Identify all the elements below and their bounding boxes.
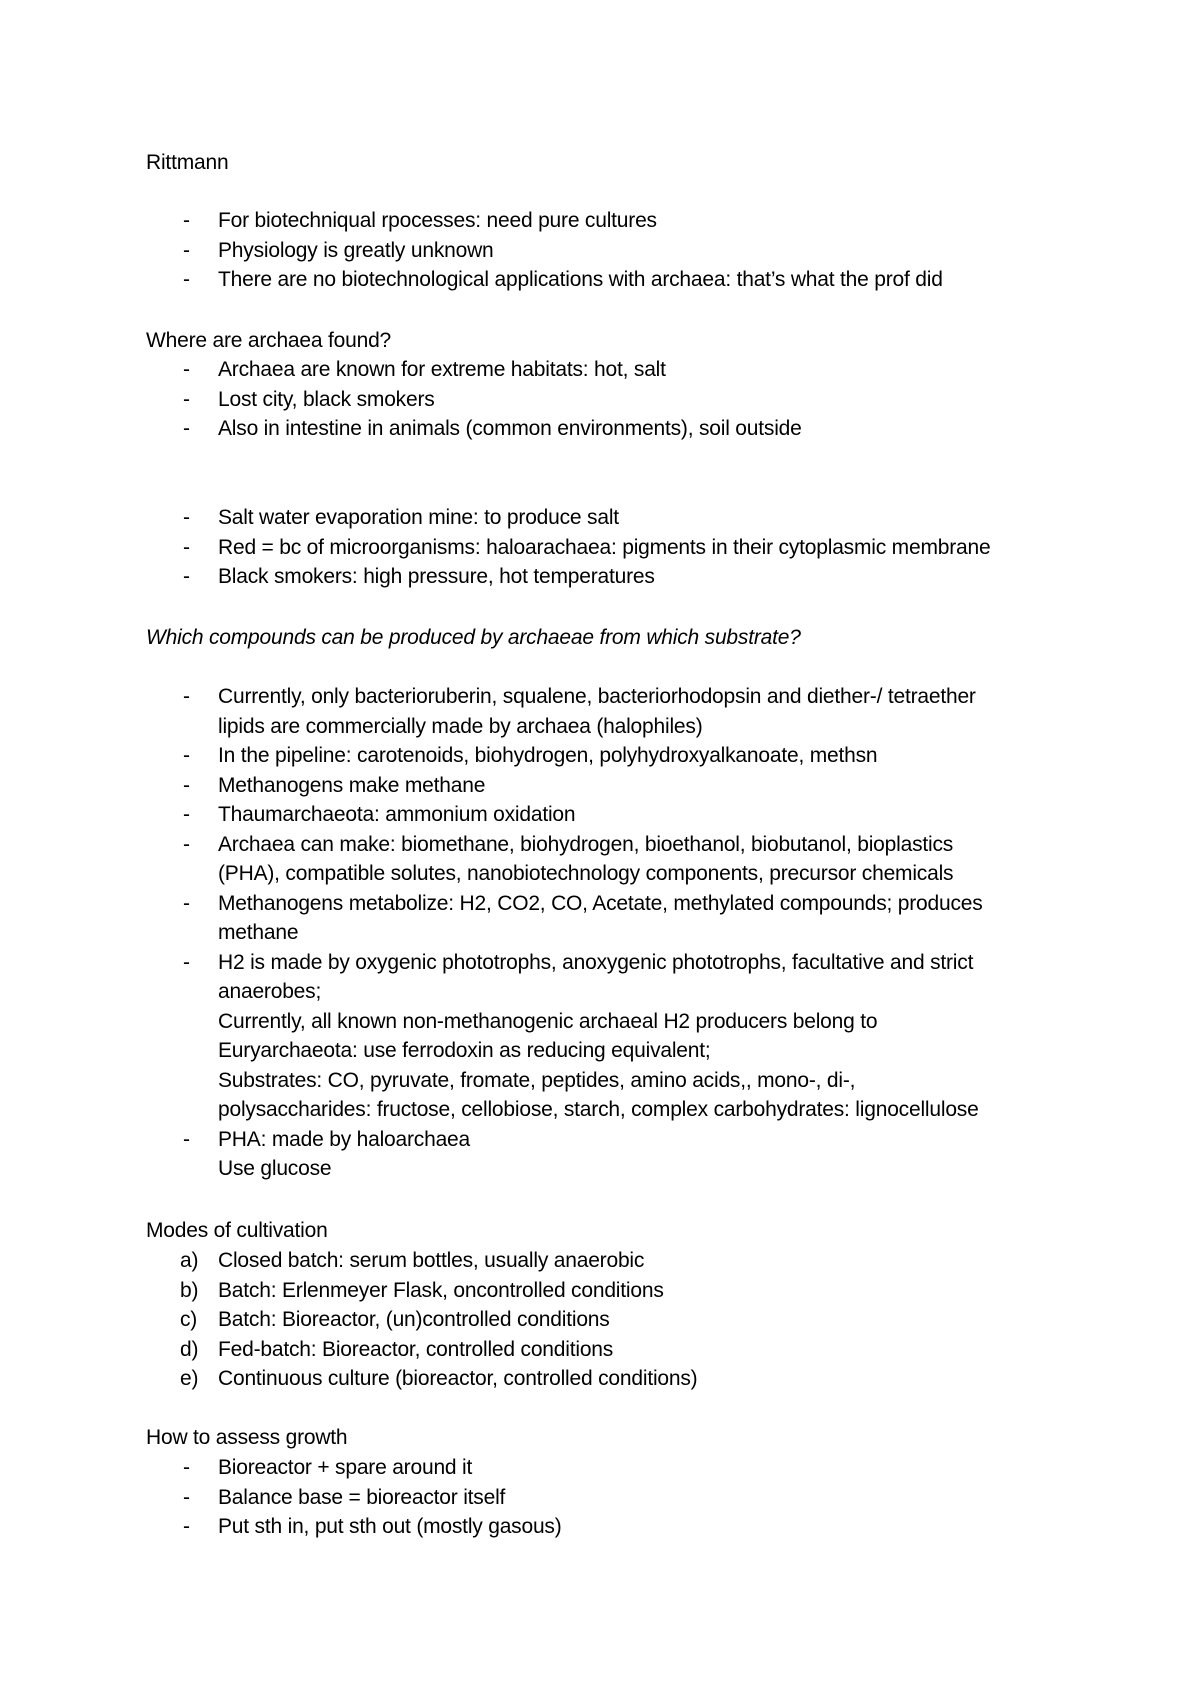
list-item-text: Archaea are known for extreme habitats: hot, salt — [218, 358, 666, 381]
growth-heading: How to assess growth — [146, 1426, 348, 1449]
list-item-text: Red = bc of microorganisms: haloarachaea: pigments in their cytoplasmic membrane — [218, 535, 991, 559]
list-item-line: Thaumarchaeota: ammonium oxidation — [218, 803, 576, 826]
dash-marker: - — [183, 1515, 190, 1538]
list-marker: e) — [180, 1367, 199, 1390]
dash-marker: - — [183, 950, 190, 974]
list-item-line: Use glucose — [218, 1157, 332, 1180]
dash-marker: - — [183, 268, 190, 291]
list-item-text: Bioreactor + spare around it — [218, 1456, 473, 1479]
document-title: Rittmann — [146, 151, 229, 174]
dash-marker: - — [183, 773, 190, 797]
cultivation-heading: Modes of cultivation — [146, 1219, 328, 1242]
dash-marker: - — [183, 744, 190, 767]
list-item-text: Put sth in, put sth out (mostly gasous) — [218, 1515, 562, 1538]
dash-marker: - — [183, 1127, 190, 1151]
dash-marker: - — [183, 358, 190, 381]
list-item-text: Also in intestine in animals (common environments), soil outside — [218, 417, 802, 440]
list-item — [146, 771, 1106, 801]
list-item-text: Salt water evaporation mine: to produce salt — [218, 506, 619, 529]
dash-marker: - — [183, 506, 190, 529]
list-item — [146, 414, 1106, 444]
list-item-text: Black smokers: high pressure, hot temperatures — [218, 565, 655, 588]
list-item — [146, 206, 1106, 236]
list-item — [146, 1512, 1106, 1542]
list-marker: d) — [180, 1337, 199, 1361]
list-item-line: anaerobes; — [218, 980, 322, 1003]
list-item — [146, 741, 1106, 771]
list-item-line: (PHA), compatible solutes, nanobiotechnology components, precursor chemicals — [218, 862, 954, 885]
dash-marker: - — [183, 685, 190, 708]
list-item — [146, 800, 1106, 830]
list-item-text: There are no biotechnological applications with archaea: that’s what the prof did — [218, 268, 943, 291]
list-item-text: Batch: Erlenmeyer Flask, oncontrolled conditions — [218, 1278, 664, 1302]
list-item — [146, 1453, 1106, 1483]
list-item-text: For biotechniqual rpocesses: need pure cultures — [218, 209, 657, 232]
dash-marker: - — [183, 1456, 190, 1479]
list-item — [146, 889, 1106, 948]
list-item-text: Continuous culture (bioreactor, controlled conditions) — [218, 1367, 698, 1390]
list-item — [146, 385, 1106, 415]
list-item — [146, 533, 1106, 563]
list-item — [146, 503, 1106, 533]
dash-marker: - — [183, 535, 190, 559]
list-item — [146, 236, 1106, 266]
list-item — [146, 1335, 1106, 1365]
list-item-line: In the pipeline: carotenoids, biohydrogen, polyhydroxyalkanoate, methsn — [218, 744, 878, 767]
habitat-heading: Where are archaea found? — [146, 329, 392, 352]
dash-marker: - — [183, 238, 190, 262]
growth-list — [146, 1453, 1106, 1542]
list-item — [146, 1246, 1106, 1276]
list-item-line: lipids are commercially made by archaea (halophiles) — [218, 714, 703, 738]
dash-marker: - — [183, 417, 190, 440]
dash-marker: - — [183, 565, 190, 588]
list-item-line: PHA: made by haloarchaea — [218, 1127, 471, 1151]
list-marker: a) — [180, 1249, 199, 1272]
list-item — [146, 948, 1106, 1125]
list-item-line: methane — [218, 921, 299, 944]
dash-marker: - — [183, 387, 190, 411]
list-item — [146, 355, 1106, 385]
compounds-list — [146, 682, 1106, 1184]
list-item-line: Methanogens metabolize: H2, CO2, CO, Acetate, methylated compounds; produces — [218, 891, 983, 915]
list-item-text: Closed batch: serum bottles, usually anaerobic — [218, 1249, 645, 1272]
list-item-text: Balance base = bioreactor itself — [218, 1485, 506, 1509]
list-item-line: Archaea can make: biomethane, biohydrogen, bioethanol, biobutanol, bioplastics — [218, 832, 954, 856]
list-item-line: H2 is made by oxygenic phototrophs, anoxygenic phototrophs, facultative and strict — [218, 950, 974, 974]
list-item-text: Fed-batch: Bioreactor, controlled conditions — [218, 1337, 614, 1361]
list-item-text: Physiology is greatly unknown — [218, 238, 494, 262]
dash-marker: - — [183, 891, 190, 915]
list-item-text: Lost city, black smokers — [218, 387, 435, 411]
list-item-line: polysaccharides: fructose, cellobiose, starch, complex carbohydrates: lignocellulose — [218, 1098, 979, 1121]
list-item — [146, 830, 1106, 889]
list-item — [146, 1483, 1106, 1513]
dash-marker: - — [183, 1485, 190, 1509]
intro-list — [146, 206, 1106, 295]
habitat-list — [146, 355, 1106, 444]
list-marker: b) — [180, 1278, 199, 1302]
list-item — [146, 682, 1106, 741]
list-item-line: Euryarchaeota: use ferrodoxin as reducing equivalent; — [218, 1039, 711, 1062]
list-marker: c) — [180, 1308, 198, 1331]
compounds-heading: Which compounds can be produced by archaeae from which substrate? — [146, 626, 801, 649]
list-item — [146, 1305, 1106, 1335]
list-item-text: Batch: Bioreactor, (un)controlled conditions — [218, 1308, 610, 1331]
dash-marker: - — [183, 832, 190, 856]
list-item-line: Currently, all known non-methanogenic archaeal H2 producers belong to — [218, 1009, 878, 1033]
list-item — [146, 562, 1106, 592]
habitat-list-2 — [146, 503, 1106, 592]
list-item — [146, 1364, 1106, 1394]
list-item — [146, 1125, 1106, 1184]
list-item-line: Methanogens make methane — [218, 773, 486, 797]
list-item-line: Substrates: CO, pyruvate, fromate, peptides, amino acids,, mono-, di-, — [218, 1068, 856, 1092]
list-item — [146, 265, 1106, 295]
dash-marker: - — [183, 803, 190, 826]
list-item — [146, 1276, 1106, 1306]
list-item-line: Currently, only bacterioruberin, squalene, bacteriorhodopsin and diether-/ tetraether — [218, 685, 976, 708]
dash-marker: - — [183, 209, 190, 232]
cultivation-list — [146, 1246, 1106, 1394]
document-page — [146, 0, 1106, 1698]
